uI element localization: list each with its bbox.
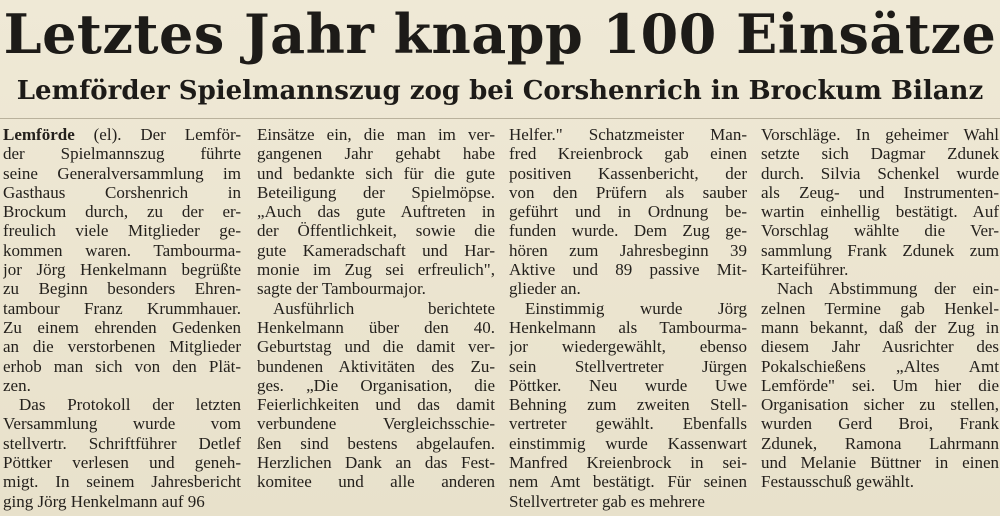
article-column-3: [509, 125, 747, 511]
article-text-line: Behning zum zweiten Stell-: [509, 395, 747, 415]
article-text-line: Geburtstag und die damit ver-: [257, 337, 495, 357]
article-text-line: Das Protokoll der letzten: [19, 395, 241, 415]
article-text-line: Feierlichkeiten und das damit: [257, 395, 495, 415]
article-text-line: Stellvertreter gab es mehrere: [509, 491, 705, 511]
article-text-line: und Melanie Büttner in einen: [761, 453, 999, 473]
article-text-line: fred Kreienbrock gab einen: [509, 144, 747, 164]
article-text-line: verbundene Vergleichsschie-: [257, 414, 495, 434]
article-text-line: monie im Zug sei erfreulich",: [257, 260, 495, 280]
article-text-line: und bedankte sich für die gute: [257, 163, 495, 183]
article-text-line: zu Beginn besonders Ehren-: [3, 279, 241, 299]
article-text-line: glieder an.: [509, 279, 581, 299]
article-text-line: [3, 125, 241, 144]
article-text-fragment: (el). Der Lemför-: [74, 125, 241, 144]
article-text-line: freulich viele Mitglieder ge-: [3, 221, 241, 241]
article-text-line: Manfred Kreienbrock in sei-: [509, 453, 747, 473]
article-text-line: gangenen Jahr gehabt habe: [257, 144, 495, 164]
article-text-line: vertreter gewählt. Ebenfalls: [509, 414, 747, 434]
article-text-line: Vorschlag wählte die Ver-: [761, 221, 999, 241]
article-text-line: komitee und alle anderen: [257, 472, 495, 492]
article-text-line: ging Jörg Henkelmann auf 96: [3, 491, 205, 511]
article-text-line: hören zum Jahresbeginn 39: [509, 240, 747, 260]
article-text-line: tambour Franz Krummhauer.: [3, 298, 241, 318]
article-text-line: wartin einhellig bestätigt. Auf: [761, 202, 999, 222]
article-text-line: der Spielmannszug führte: [3, 144, 241, 164]
headline: Letztes Jahr knapp 100 Einsätze: [3, 2, 997, 66]
article-text-line: ßen sind bestens abgelaufen.: [257, 433, 495, 453]
dateline: Lemförde: [3, 125, 75, 144]
article-text-line: Vorschläge. In geheimer Wahl: [761, 125, 999, 144]
article-text-line: Zdunek, Ramona Lahrmann: [761, 433, 999, 453]
article-text-line: Brockum durch, zu der er-: [3, 202, 241, 222]
article-text-line: kommen waren. Tambourma-: [3, 240, 241, 260]
article-text-line: zen.: [3, 375, 31, 395]
article-text-line: erhob man sich von den Plät-: [3, 356, 241, 376]
article-text-line: sein Stellvertreter Jürgen: [509, 356, 747, 376]
article-text-line: stellvertr. Schriftführer Detlef: [3, 433, 241, 453]
article-text-line: jor Jörg Henkelmann begrüßte: [3, 260, 241, 280]
article-text-line: Pokalschießens „Altes Amt: [761, 356, 999, 376]
article-text-line: gute Kameradschaft und Har-: [257, 240, 495, 260]
article-text-line: Henkelmann über den 40.: [257, 317, 495, 337]
article-text-line: diesem Jahr Ausrichter des: [761, 337, 999, 357]
article-text-line: einstimmig wurde Kassenwart: [509, 433, 747, 453]
article-text-line: Lemförde" sei. Um hier die: [761, 375, 999, 395]
article-text-line: von den Prüfern als sauber: [509, 182, 747, 202]
article-text-line: als Zeug- und Instrumenten-: [761, 182, 999, 202]
article-text-line: Organisation sicher zu stellen,: [761, 395, 999, 415]
article-text-line: Pöttker verlesen und geneh-: [3, 453, 241, 473]
article-text-line: Henkelmann als Tambourma-: [509, 317, 747, 337]
article-column-1: [3, 125, 241, 511]
article-text-line: Herzlichen Dank an das Fest-: [257, 453, 495, 473]
article-text-line: Festausschuß gewählt.: [761, 472, 914, 492]
article-text-line: wurden Gerd Broi, Frank: [761, 414, 999, 434]
article-text-line: setzte sich Dagmar Zdunek: [761, 144, 999, 164]
article-text-line: zelnen Termine gab Henkel-: [761, 298, 999, 318]
article-text-line: Einsätze ein, die man im ver-: [257, 125, 495, 144]
article-text-line: der Öffentlichkeit, sowie die: [257, 221, 495, 241]
article-column-4: [761, 125, 999, 492]
article-text-line: sammlung Frank Zdunek zum: [761, 240, 999, 260]
article-text-line: positiven Kassenbericht, der: [509, 163, 747, 183]
article-text-line: „Auch das gute Auftreten in: [257, 202, 495, 222]
article-text-line: geführt und in Ordnung be-: [509, 202, 747, 222]
article-text-line: Beteiligung der Spielmöpse.: [257, 182, 495, 202]
article-text-line: migt. In seinem Jahresbericht: [3, 472, 241, 492]
article-text-line: Einstimmig wurde Jörg: [525, 298, 747, 318]
article-text-line: Aktive und 89 passive Mit-: [509, 260, 747, 280]
article-column-2: [257, 125, 495, 492]
article-text-line: seine Generalversammlung im: [3, 163, 241, 183]
article-text-line: sagte der Tambourmajor.: [257, 279, 426, 299]
article-text-line: Pöttker. Neu wurde Uwe: [509, 375, 747, 395]
article-text-line: jor wiedergewählt, ebenso: [509, 337, 747, 357]
subheadline: Lemförder Spielmannszug zog bei Corshenrich in Brockum Bilanz: [16, 76, 984, 106]
article-text-line: Nach Abstimmung der ein-: [777, 279, 999, 299]
article-text-line: funden wurde. Dem Zug ge-: [509, 221, 747, 241]
article-text-line: durch. Silvia Schenkel wurde: [761, 163, 999, 183]
article-text-line: nem Amt bestätigt. Für seinen: [509, 472, 747, 492]
article-text-line: Ausführlich berichtete: [273, 298, 495, 318]
article-text-line: bundenen Aktivitäten des Zu-: [257, 356, 495, 376]
article-text-line: ges. „Die Organisation, die: [257, 375, 495, 395]
article-text-line: Gasthaus Corshenrich in: [3, 182, 241, 202]
article-text-line: Zu einem ehrenden Gedenken: [3, 317, 241, 337]
article-text-line: Versammlung wurde vom: [3, 414, 241, 434]
article-text-line: an die verstorbenen Mitglieder: [3, 337, 241, 357]
article-text-line: mann bekannt, daß der Zug in: [761, 317, 999, 337]
article-text-line: Karteiführer.: [761, 260, 849, 280]
divider: [0, 118, 1000, 119]
article-text-line: Helfer." Schatzmeister Man-: [509, 125, 747, 144]
